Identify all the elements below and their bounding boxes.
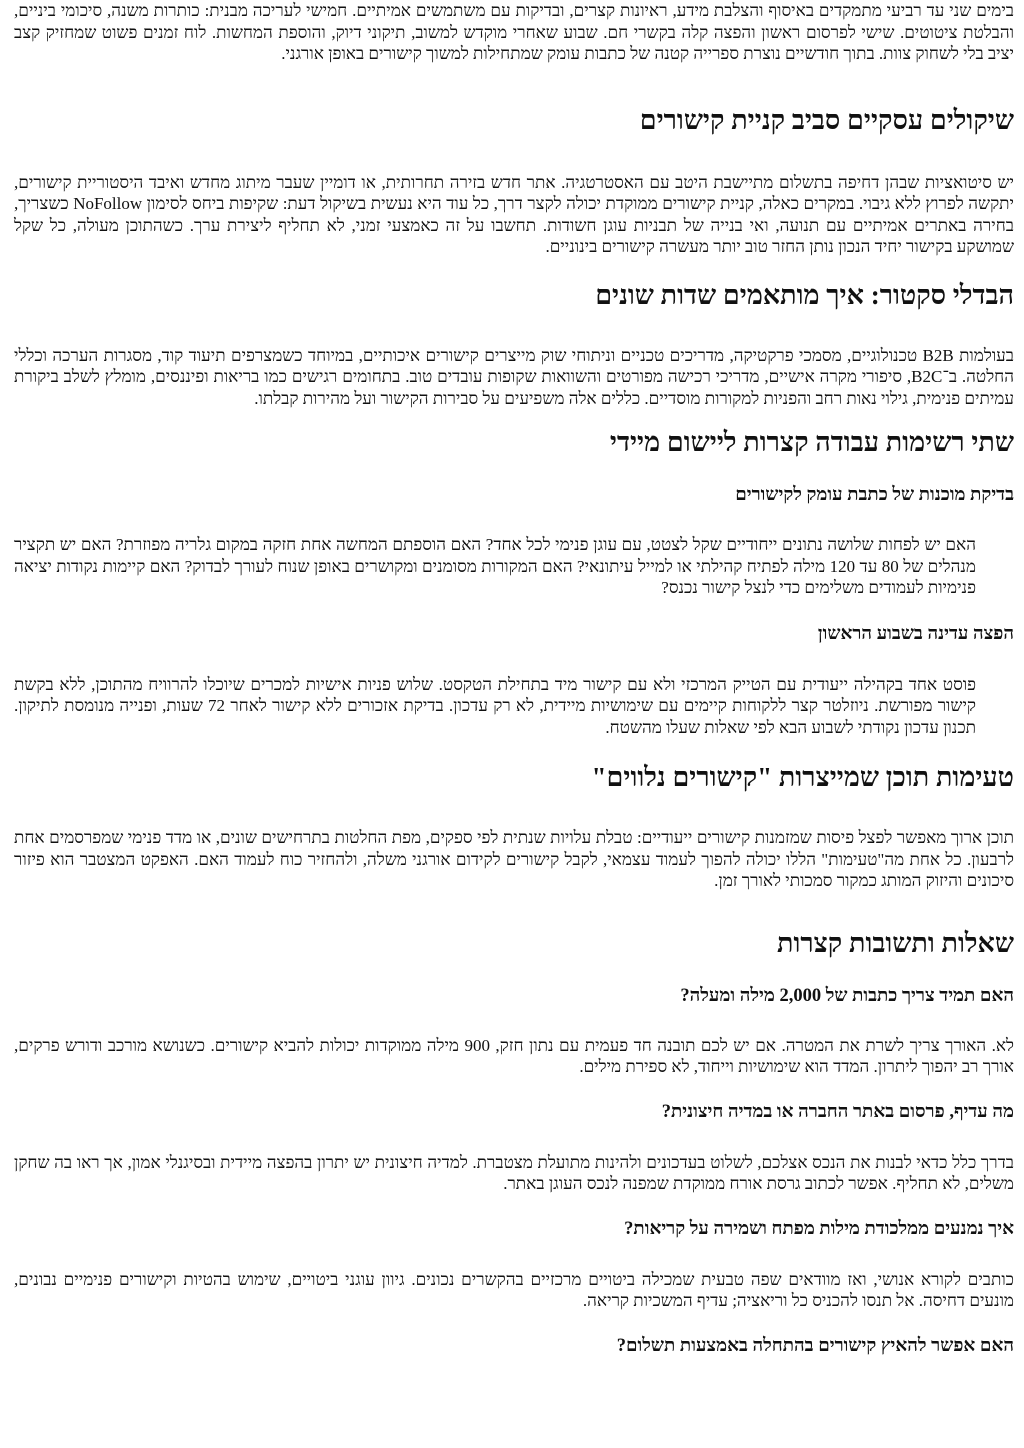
launch-paragraph: פוסט אחד בקהילה ייעודית עם הטייק המרכזי ולא עם קישור מיד בתחילת הטקסט. שלוש פניות אישיות למכרים שיוכלו להרוויח מהתוכן, ללא בקשת קישור מפורשת. ניוזלטר קצר ללקוחות קיימים עם שימושיות מיידית, לא רק עדכון. בדיקת אזכורים ללא קישור לאחר 72 שעות, ופנייה מנומסת לתיקון. תכנון עדכון נקודתי לשבוע הבא לפי שאלות שעלו מהשטח. <box>14 674 976 737</box>
subheading-launch: הפצה עדינה בשבוע הראשון <box>817 623 1014 644</box>
intro-paragraph: בימים שני עד רביעי מתמקדים באיסוף והצלבת מידע, ראיונות קצרים, ובדיקות עם משתמשים אמיתיים. חמישי לעריכה מבנית: כותרות משנה, סיכומי ביניים, והבלטת ציטוטים. שישי לפרסום ראשון והפצה קלה בקשרי חם. שבוע שאחרי מוקדש למשוב, תיקוני דיוק, והוספת המחשות. לוח זמנים פשוט שמחזיק קצב יציב בלי לשחוק צוות. בתוך חודשיים נוצרת ספרייה קטנה של כתבות עומק שמתחילות למשוך קישורים באופן אורגני. <box>14 1 1014 63</box>
faq-answer: בדרך כלל כדאי לבנות את הנכס אצלכם, לשלוט בעדכונים ולהינות מתועלת מצטברת. למדיה חיצונית יש יתרון בהפצה מיידית ובסיגנלי אמון, אך ראו בה שחקן משלים, לא תחליף. אפשר לכתוב גרסת אורח ממוקדת שמפנה לנכס העוגן באתר. <box>14 1152 1014 1193</box>
section-heading-lists: שתי רשימות עבודה קצרות ליישום מיידי <box>609 427 1014 457</box>
faq-question: האם תמיד צריך כתבות של 2,000 מילה ומעלה? <box>680 985 1014 1006</box>
section-heading-sector: הבדלי סקטור: איך מותאמים שדות שונים <box>595 279 1014 310</box>
section-heading-business: שיקולים עסקיים סביב קניית קישורים <box>639 104 1014 135</box>
section-paragraph-sector: בעולמות B2B טכנולוגיים, מסמכי פרקטיקה, מדריכים טכניים וניתוחי שוק מייצרים קישורים איכותיים, במיוחד כשמצרפים תיעוד קוד, מסגרות הערכה וכללי החלטה. ב־B2C, סיפורי מקרה אישיים, מדריכי רכישה מפורטים והשוואות שקופות עובדים טוב. בתחומים רגישים כמו בריאות ופיננסים, מומלץ לשלב ביקורת עמיתים פנימית, גילוי נאות רחב והפניות למקורות מוסדיים. כללים אלה משפיעים על סבירות הקישור ועל מהירות קבלתו. <box>14 345 1014 408</box>
section-paragraph-business: יש סיטואציות שבהן דחיפה בתשלום מתיישבת היטב עם האסטרטגיה. אתר חדש בזירה תחרותית, או דומיין שעבר מיתוג מחדש ואיבד היסטוריית קישורים, יתקשה לפרוץ ללא גיבוי. במקרים כאלה, קניית קישורים ממוקדת יכולה לקצר דרך, כל עוד היא נעשית בשיקול דעת: שקיפות ביחס לסימון NoFollow כשצריך, בחירה באתרים אמיתיים עם תנועה, ואי בנייה של תבניות עוגן חשודות. תחשבו על זה כאמצעי זמני, לא תחליף ליצירת ערך. כשהתוכן מעולה, כל שקל שמושקע בקישור יחיד הנכון נותן החזר טוב יותר מעשרה קישורים בינוניים. <box>14 172 1014 256</box>
faq-question: מה עדיף, פרסום באתר החברה או במדיה חיצונית? <box>661 1101 1014 1122</box>
section-heading-anchors: טעימות תוכן שמייצרות "קישורים נלווים" <box>591 762 1014 792</box>
faq-question: האם אפשר להאיץ קישורים בהתחלה באמצעות תשלום? <box>616 1335 1014 1356</box>
faq-answer: לא. האורך צריך לשרת את המטרה. אם יש לכם תובנה חד פעמית עם נתון חזק, 900 מילה ממוקדות יכולות להביא קישורים. כשנושא מורכב ודורש פרקים, אורך רב יהפוך ליתרון. המדד הוא שימושיות וייחוד, לא ספירת מילים. <box>14 1035 1014 1076</box>
section-heading-faq: שאלות ותשובות קצרות <box>777 927 1014 958</box>
faq-answer: כותבים לקורא אנושי, ואז מוודאים שפה טבעית שמכילה ביטויים מרכזיים בהקשרים נכונים. גיוון עוגני ביטויים, שימוש בהטיות וקישורים פנימיים נבונים, מונעים דחיסה. אל תנסו להכניס כל וריאציה; עדיף המשכיות קריאה. <box>14 1269 1014 1310</box>
section-paragraph-anchors: תוכן ארוך מאפשר לפצל פיסות שמזמנות קישורים ייעודיים: טבלת עלויות שנתית לפי ספקים, מפת החלטות בתרחישים שונים, או מדד פנימי שמפרסמים אחת לרבעון. כל אחת מה"טעימות" הללו יכולה להפוך לעמוד עצמאי, לקבל קישורים לקידום אורגני משלה, ולהחזיר כוח לעמוד האם. האפקט המצטבר הוא פיזור סיכונים והיזוק המותג כמקור סמכותי לאורך זמן. <box>14 828 1014 890</box>
checklist-paragraph: האם יש לפחות שלושה נתונים ייחודיים שקל לצטט, עם עוגן פנימי לכל אחד? האם הוספתם המחשה אחת חזקה במקום גלריה מפוזרת? האם יש תקציר מנהלים של 80 עד 120 מילה לפתיח קהילתי או למייל עיתונאי? האם המקורות מסומנים ומקושרים באופן שנוח לעורך לבדוק? האם קיימות נקודות יציאה פנימיות לעמודים משלימים כדי לנצל קישור נכנס? <box>14 535 977 597</box>
faq-question: איך נמנעים ממלכודת מילות מפתח ושמירה על קריאות? <box>624 1218 1014 1239</box>
subheading-checklist: בדיקת מוכנות של כתבת עומק לקישורים <box>735 485 1014 505</box>
